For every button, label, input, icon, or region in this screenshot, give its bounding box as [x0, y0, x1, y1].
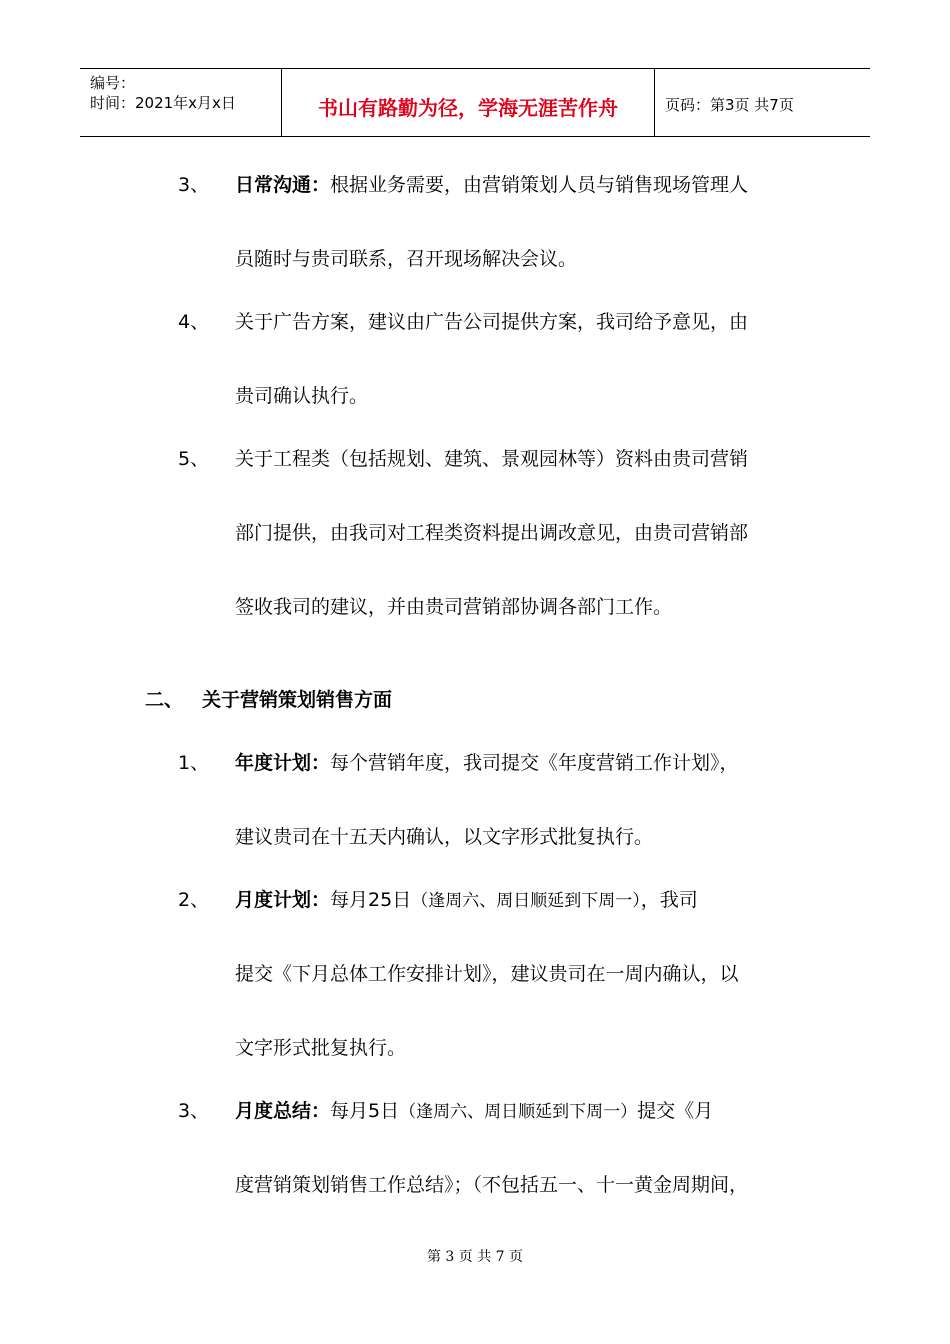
- section-title: 关于营销策划销售方面: [202, 689, 393, 711]
- header-meta-cell: [80, 69, 282, 136]
- header-time-label: 时间：2021年x月x日: [90, 94, 236, 112]
- item-bold-heading: 月度总结：: [235, 1100, 331, 1122]
- item-number: 1、: [178, 752, 210, 774]
- item-text: 每月5日: [330, 1100, 400, 1122]
- item-line: 文字形式批复执行。: [235, 1037, 407, 1059]
- item-line: 关于工程类（包括规划、建筑、景观园林等）资料由贵司营销: [235, 448, 749, 470]
- item-line: [235, 751, 739, 775]
- item-bold-heading: 日常沟通：: [235, 174, 331, 196]
- item-number: 2、: [178, 889, 210, 911]
- item-line: 贵司确认执行。: [235, 385, 369, 407]
- header-page-label: 页码：第3页 共7页: [665, 96, 794, 114]
- item-text: 提交《月: [637, 1100, 714, 1122]
- item-line: 员随时与贵司联系，召开现场解决会议。: [235, 248, 578, 270]
- item-number: 4、: [178, 311, 210, 333]
- page-header: [80, 68, 870, 137]
- item-line: 部门提供，由我司对工程类资料提出调改意见，由贵司营销部: [235, 522, 749, 544]
- header-motto: 书山有路勤为径，学海无涯苦作舟: [318, 96, 618, 120]
- item-text: ，我司: [640, 889, 698, 911]
- page-footer: 第 3 页 共 7 页: [426, 1249, 524, 1265]
- item-bold-heading: 月度计划：: [235, 889, 331, 911]
- item-bold-heading: 年度计划：: [235, 752, 331, 774]
- item-number: 3、: [178, 1100, 210, 1122]
- section-number: 二、: [145, 689, 184, 711]
- item-line: 建议贵司在十五天内确认，以文字形式批复执行。: [235, 826, 654, 848]
- item-text: 每月25日: [330, 889, 412, 911]
- item-number: 5、: [178, 448, 210, 470]
- header-number-label: 编号：: [90, 74, 136, 92]
- item-line: 提交《下月总体工作安排计划》，建议贵司在一周内确认，以: [235, 963, 739, 985]
- item-note: （逢周六、周日顺延到下周一）: [411, 891, 641, 911]
- item-line: [235, 1099, 713, 1124]
- item-line: [235, 173, 748, 197]
- item-text: 根据业务需要，由营销策划人员与销售现场管理人: [330, 174, 749, 196]
- item-line: 度营销策划销售工作总结》；（不包括五一、十一黄金周期间，: [235, 1174, 749, 1196]
- item-line: [235, 888, 698, 913]
- item-line: 签收我司的建议，并由贵司营销部协调各部门工作。: [235, 596, 673, 618]
- item-text: 每个营销年度，我司提交《年度营销工作计划》，: [330, 752, 739, 774]
- header-page-cell: [655, 69, 870, 136]
- item-number: 3、: [178, 174, 210, 196]
- item-line: 关于广告方案，建议由广告公司提供方案，我司给予意见，由: [235, 311, 749, 333]
- item-note: （逢周六、周日顺延到下周一）: [399, 1102, 638, 1122]
- header-motto-cell: [282, 69, 655, 136]
